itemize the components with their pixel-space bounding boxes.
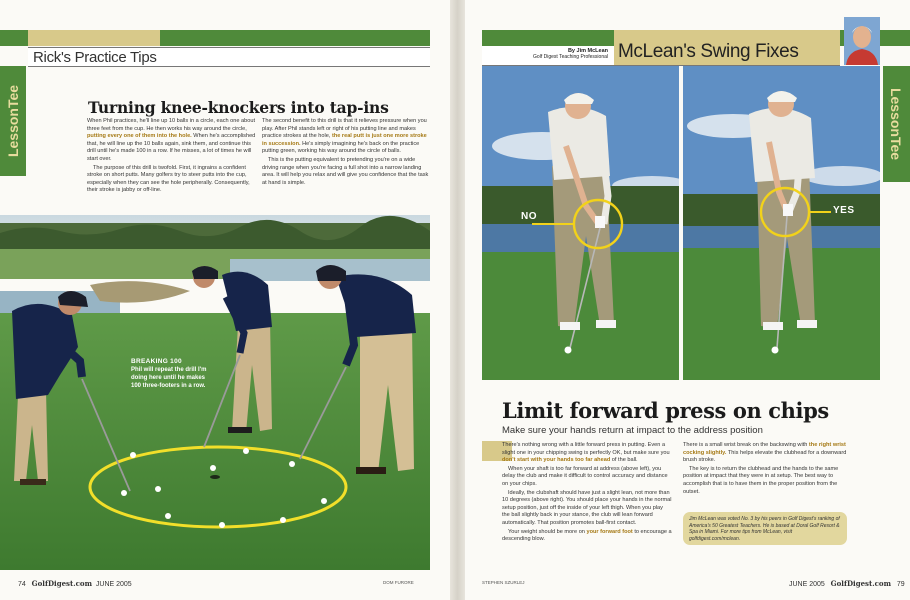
photo-caption — [131, 358, 211, 390]
page-gutter — [450, 0, 465, 600]
highlighted-text: your forward foot — [586, 528, 633, 535]
body-column-1 — [502, 442, 672, 545]
label-no: NO — [521, 211, 537, 222]
side-tab — [0, 66, 26, 176]
paragraph — [87, 118, 257, 164]
highlighted-text: the real putt is just one more stroke in succession. — [262, 133, 427, 147]
article-headline: Limit forward press on chips — [502, 398, 829, 423]
paragraph-text: When your shaft is too far forward at address (above left), you delay the club and make it difficult to control accuracy and distance on your chips. — [502, 465, 668, 487]
putting-drill-photo — [0, 215, 430, 570]
paragraph — [683, 466, 847, 496]
paragraph-text: Ideally, the clubshaft should have just a slight lean, not more than 10 degrees (above right). You should place your hands in the normal setup position, just off the inside of your left thigh. When you play the ball slightly back in your stance, the club will lean forward automatically. That position promotes ball-first contact. — [502, 489, 672, 526]
paragraph — [262, 157, 430, 187]
photo-incorrect-press — [482, 66, 679, 380]
caption-text: Phil will repeat the drill I'm doing here until he makes 100 three-footers in a row. — [131, 367, 207, 389]
byline-role: Golf Digest Teaching Professional — [533, 54, 608, 60]
highlighted-text: putting every one of them into the hole. — [87, 133, 192, 140]
section-title-box — [28, 47, 430, 67]
paragraph-text: to encourage a descending blow. — [502, 528, 672, 543]
section-title: Rick's Practice Tips — [33, 49, 157, 66]
section-title-box — [614, 30, 840, 66]
page-number: 79 — [896, 581, 905, 588]
highlighted-text: don't start with your hands too far ahead — [502, 457, 611, 464]
side-tab-label: LessonTee — [5, 84, 22, 158]
footer-date: JUNE 2005 — [95, 581, 132, 588]
footer-brand: GolfDigest.com — [830, 579, 891, 588]
label-yes: YES — [833, 205, 855, 216]
page-number: 74 — [18, 581, 26, 588]
paragraph — [683, 442, 847, 465]
highlighted-text: the right wrist cocking slightly. — [683, 442, 846, 456]
body-column-2 — [262, 118, 430, 188]
paragraph-text: The second benefit to this drill is that it relieves pressure when you play. After Phil stands left or right of his putting line and makes practice strokes at the hole, — [262, 118, 427, 140]
photo-credit: DOM FURORE — [383, 580, 414, 585]
paragraph-text: Your weight should be more on — [508, 528, 587, 535]
paragraph-text: There's nothing wrong with a little forward press in putting. Even a slight one in your chipping swing is perfectly OK, but make sure you — [502, 442, 670, 456]
paragraph-text: The key is to return the clubhead and the hands to the same position at impact that they were in at setup. The best way to accomplish that is to have them in the proper position from the outset. — [683, 465, 839, 495]
article-headline: Turning knee-knockers into tap-ins — [88, 98, 389, 117]
byline-box — [482, 46, 614, 66]
left-page — [0, 0, 450, 600]
right-footer — [789, 579, 905, 588]
footer-date: JUNE 2005 — [789, 581, 825, 588]
paragraph-text: There is a small wrist break on the backswing with — [683, 442, 809, 448]
paragraph-text: This helps elevate the clubhead for a downward brush stroke. — [683, 449, 847, 464]
footer-brand: GolfDigest.com — [31, 579, 92, 588]
paragraph — [262, 118, 430, 156]
section-title: McLean's Swing Fixes — [618, 41, 799, 62]
photo-correct-press — [683, 66, 880, 380]
paragraph-text: This is the putting equivalent to pretending you're on a wide driving range when you're facing a full shot into a narrow landing area. It will help you relax and will give you confidence that the task at hand is simple. — [262, 156, 429, 186]
body-column-2 — [683, 442, 847, 497]
side-tab-label: LessonTee — [888, 87, 905, 161]
body-column-1 — [87, 118, 257, 196]
paragraph — [502, 490, 672, 528]
paragraph-text: of the ball. — [610, 457, 638, 464]
paragraph-text: He's simply imagining he's back on the practice putting green, working his way around the circle of balls. — [262, 140, 420, 155]
author-bio-box: Jim McLean was voted No. 3 by his peers in Golf Digest's ranking of America's 50 Greatest Teachers. He is based at Doral Golf Resort & Spa in Miami. For more tips from McLean, visit golfdigest.com/mclean. — [683, 512, 847, 545]
paragraph — [502, 466, 672, 489]
side-tab — [883, 66, 910, 182]
header-gold-tab — [28, 30, 160, 46]
caption-heading: BREAKING 100 — [131, 358, 182, 365]
byline: By Jim McLean — [567, 48, 608, 54]
paragraph-text: When Phil practices, he'll line up 10 balls in a circle, each one about three feet from the cup. He then works his way around the circle, — [87, 118, 256, 132]
paragraph-text: The purpose of this drill is twofold. First, it ingrains a confident stroke on short putts. Many golfers try to steer putts into the cup, especially when they can see the hole peripherally. Consequently, their stroke is jabby or off-line. — [87, 164, 250, 194]
paragraph — [502, 529, 672, 544]
paragraph — [87, 165, 257, 195]
photo-credit: STEPHEN SZURLEJ — [482, 580, 525, 585]
right-page — [465, 0, 910, 600]
paragraph-text: When he's accomplished that, he will line up the 10 balls again, sink them, and continue this drill until he's made 100 in a row. If he misses, a lot of times he will start over. — [87, 133, 256, 162]
article-subhead: Make sure your hands return at impact to the address position — [502, 425, 763, 436]
left-footer — [18, 579, 132, 588]
paragraph — [502, 442, 672, 465]
author-avatar — [844, 17, 880, 65]
